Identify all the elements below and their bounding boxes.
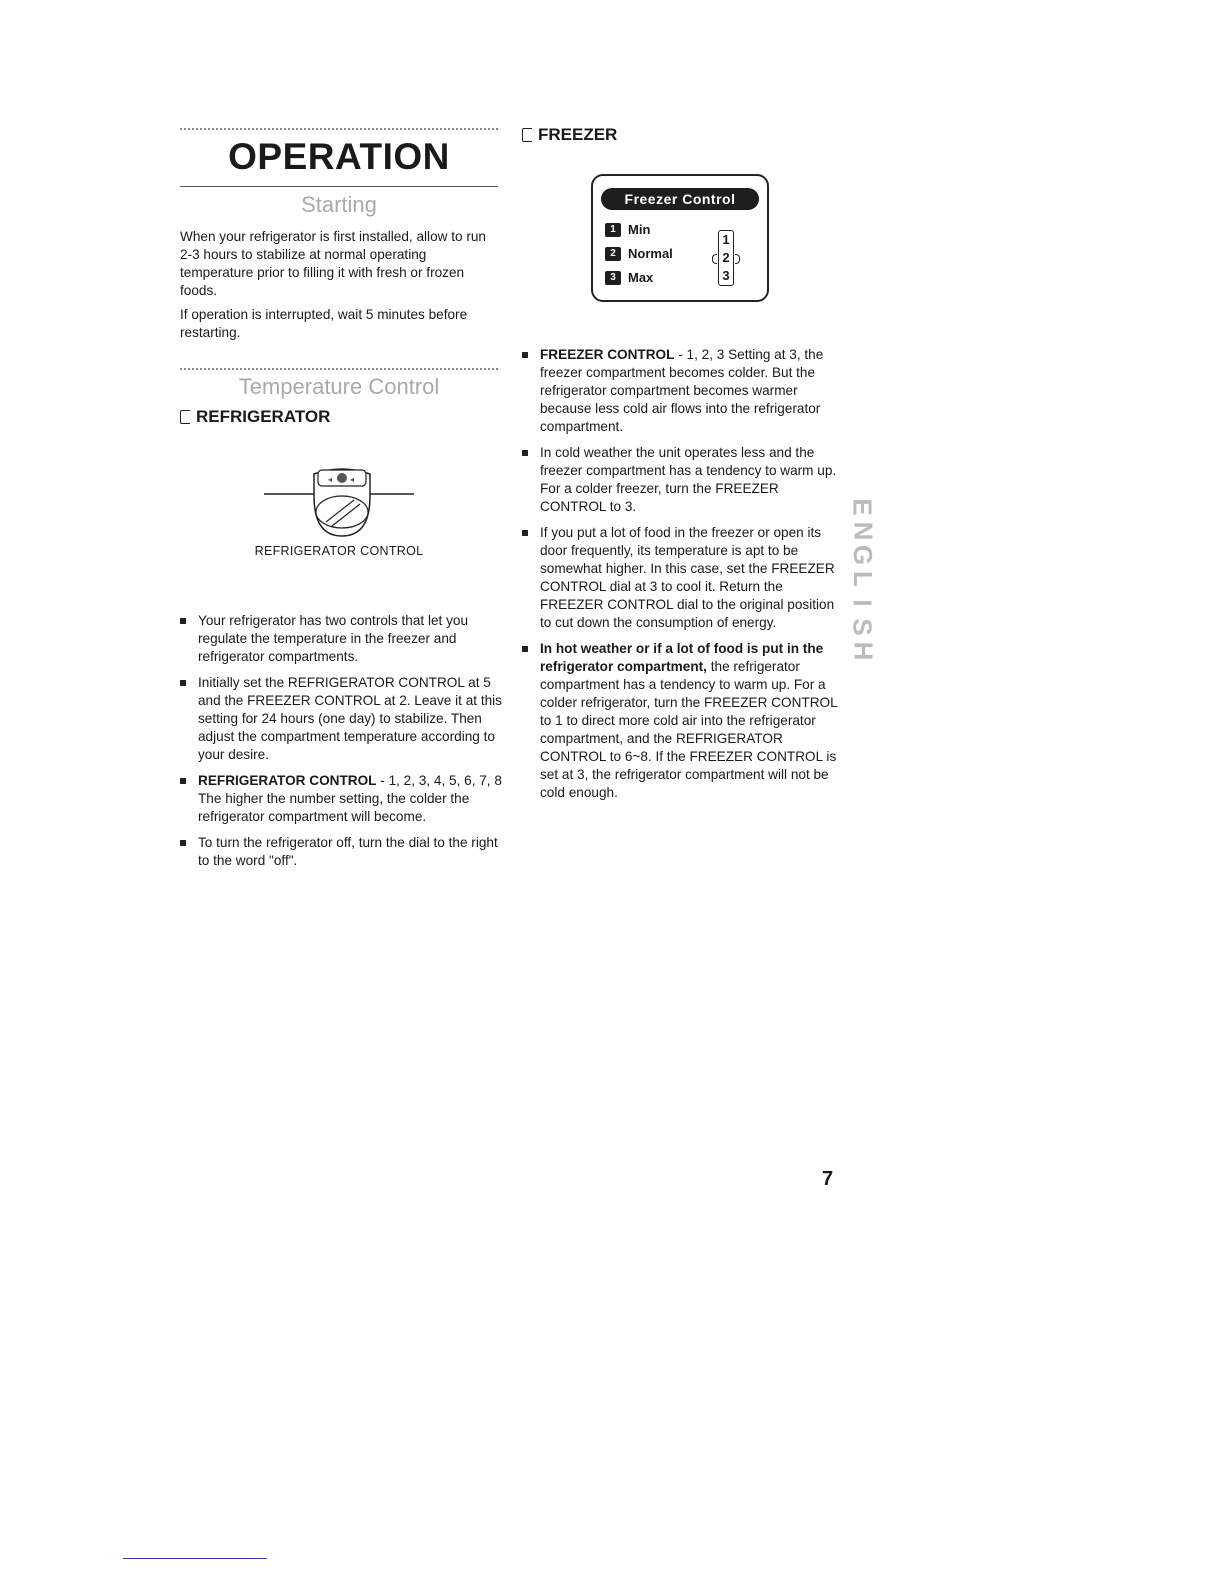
starting-paragraph-1: When your refrigerator is first installed, allow to run 2-3 hours to stabilize at normal operating temperature prior to filling it with fresh or frozen foods. bbox=[180, 229, 486, 298]
freezer-dial[interactable] bbox=[718, 230, 734, 286]
list-item: REFRIGERATOR CONTROL - 1, 2, 3, 4, 5, 6, 7, 8 The higher the number setting, the colder the refrigerator compartment will become. bbox=[178, 772, 502, 826]
option-label: Max bbox=[628, 270, 654, 285]
footer-rule bbox=[123, 1558, 267, 1559]
title-bottom-rule bbox=[180, 186, 498, 187]
freezer-heading-text: FREEZER bbox=[538, 125, 618, 144]
option-number-badge: 1 bbox=[605, 223, 621, 237]
dial-left-tab bbox=[712, 254, 717, 264]
refrigerator-control-figure bbox=[262, 462, 416, 542]
title-top-rule bbox=[180, 128, 498, 130]
starting-heading: Starting bbox=[301, 192, 377, 217]
freezer-option-normal bbox=[605, 246, 673, 261]
side-tab-letter: H bbox=[848, 641, 878, 661]
option-number-badge: 3 bbox=[605, 271, 621, 285]
refrigerator-control-caption: REFRIGERATOR CONTROL bbox=[254, 544, 424, 558]
temperature-top-rule bbox=[180, 368, 498, 370]
freezer-option-min bbox=[605, 222, 650, 237]
refrigerator-heading bbox=[180, 407, 330, 427]
side-tab-letter: E bbox=[848, 498, 878, 516]
option-label: Min bbox=[628, 222, 651, 237]
box-bullet-icon bbox=[180, 410, 190, 424]
list-item: In cold weather the unit operates less and the freezer compartment has a tendency to warm up. For a colder freezer, turn the FREEZER CONTROL to 3. bbox=[520, 444, 844, 516]
side-tab-letter: L bbox=[847, 571, 878, 587]
list-item: If you put a lot of food in the freezer or open its door frequently, its temperature is apt to be somewhat higher. In this case, set the FREEZER CONTROL dial at 3 to cool it. Return the FREEZER CONTROL dial to the original position to cut down the consumption of energy. bbox=[520, 524, 844, 632]
list-item: To turn the refrigerator off, turn the dial to the right to the word "off". bbox=[178, 834, 502, 870]
dial-setting: 3 bbox=[722, 268, 730, 283]
refrigerator-heading-text: REFRIGERATOR bbox=[196, 407, 331, 426]
option-label: Normal bbox=[628, 246, 673, 261]
svg-text:◂: ◂ bbox=[350, 475, 355, 484]
dial-right-tab bbox=[735, 254, 740, 264]
svg-text:◂: ◂ bbox=[328, 475, 333, 484]
page-number: 7 bbox=[822, 1168, 834, 1190]
freezer-heading bbox=[522, 125, 617, 145]
list-item: Your refrigerator has two controls that let you regulate the temperature in the freezer and refrigerator compartments. bbox=[178, 612, 502, 666]
dial-setting: 1 bbox=[722, 232, 730, 247]
box-bullet-icon bbox=[522, 128, 532, 142]
list-item: FREEZER CONTROL - 1, 2, 3 Setting at 3, the freezer compartment becomes colder. But the refrigerator compartment becomes warmer because less cold air flows into the refrigerator compartment. bbox=[520, 346, 844, 436]
language-side-tab bbox=[848, 495, 878, 663]
freezer-option-max bbox=[605, 270, 653, 285]
temperature-control-heading: Temperature Control bbox=[238, 374, 440, 399]
option-number-badge: 2 bbox=[605, 247, 621, 261]
page-title: OPERATION bbox=[228, 136, 450, 177]
list-item: Initially set the REFRIGERATOR CONTROL at 5 and the FREEZER CONTROL at 2. Leave it at this setting for 24 hours (one day) to stabilize. Then adjust the compartment temperature according to your desire. bbox=[178, 674, 502, 764]
freezer-control-title: Freezer Control bbox=[601, 188, 759, 210]
freezer-control-panel bbox=[591, 174, 769, 302]
side-tab-letter: S bbox=[848, 618, 878, 636]
starting-paragraph-2: If operation is interrupted, wait 5 minutes before restarting. bbox=[180, 307, 468, 340]
refrigerator-bullets bbox=[178, 612, 502, 878]
dial-setting: 2 bbox=[722, 250, 730, 265]
freezer-bullets bbox=[520, 346, 844, 810]
side-tab-letter: N bbox=[848, 521, 878, 541]
side-tab-letter: I bbox=[847, 599, 878, 607]
list-item: In hot weather or if a lot of food is put in the refrigerator compartment, the refrigerator compartment has a tendency to warm up. For a colder refrigerator, turn the FREEZER CONTROL to 1 to direct more cold air into the refrigerator compartment, and the REFRIGERATOR CONTROL to 6~8. If the FREEZER CONTROL is set at 3, the refrigerator compartment will not be cold enough. bbox=[520, 640, 844, 802]
side-tab-letter: G bbox=[847, 544, 878, 566]
